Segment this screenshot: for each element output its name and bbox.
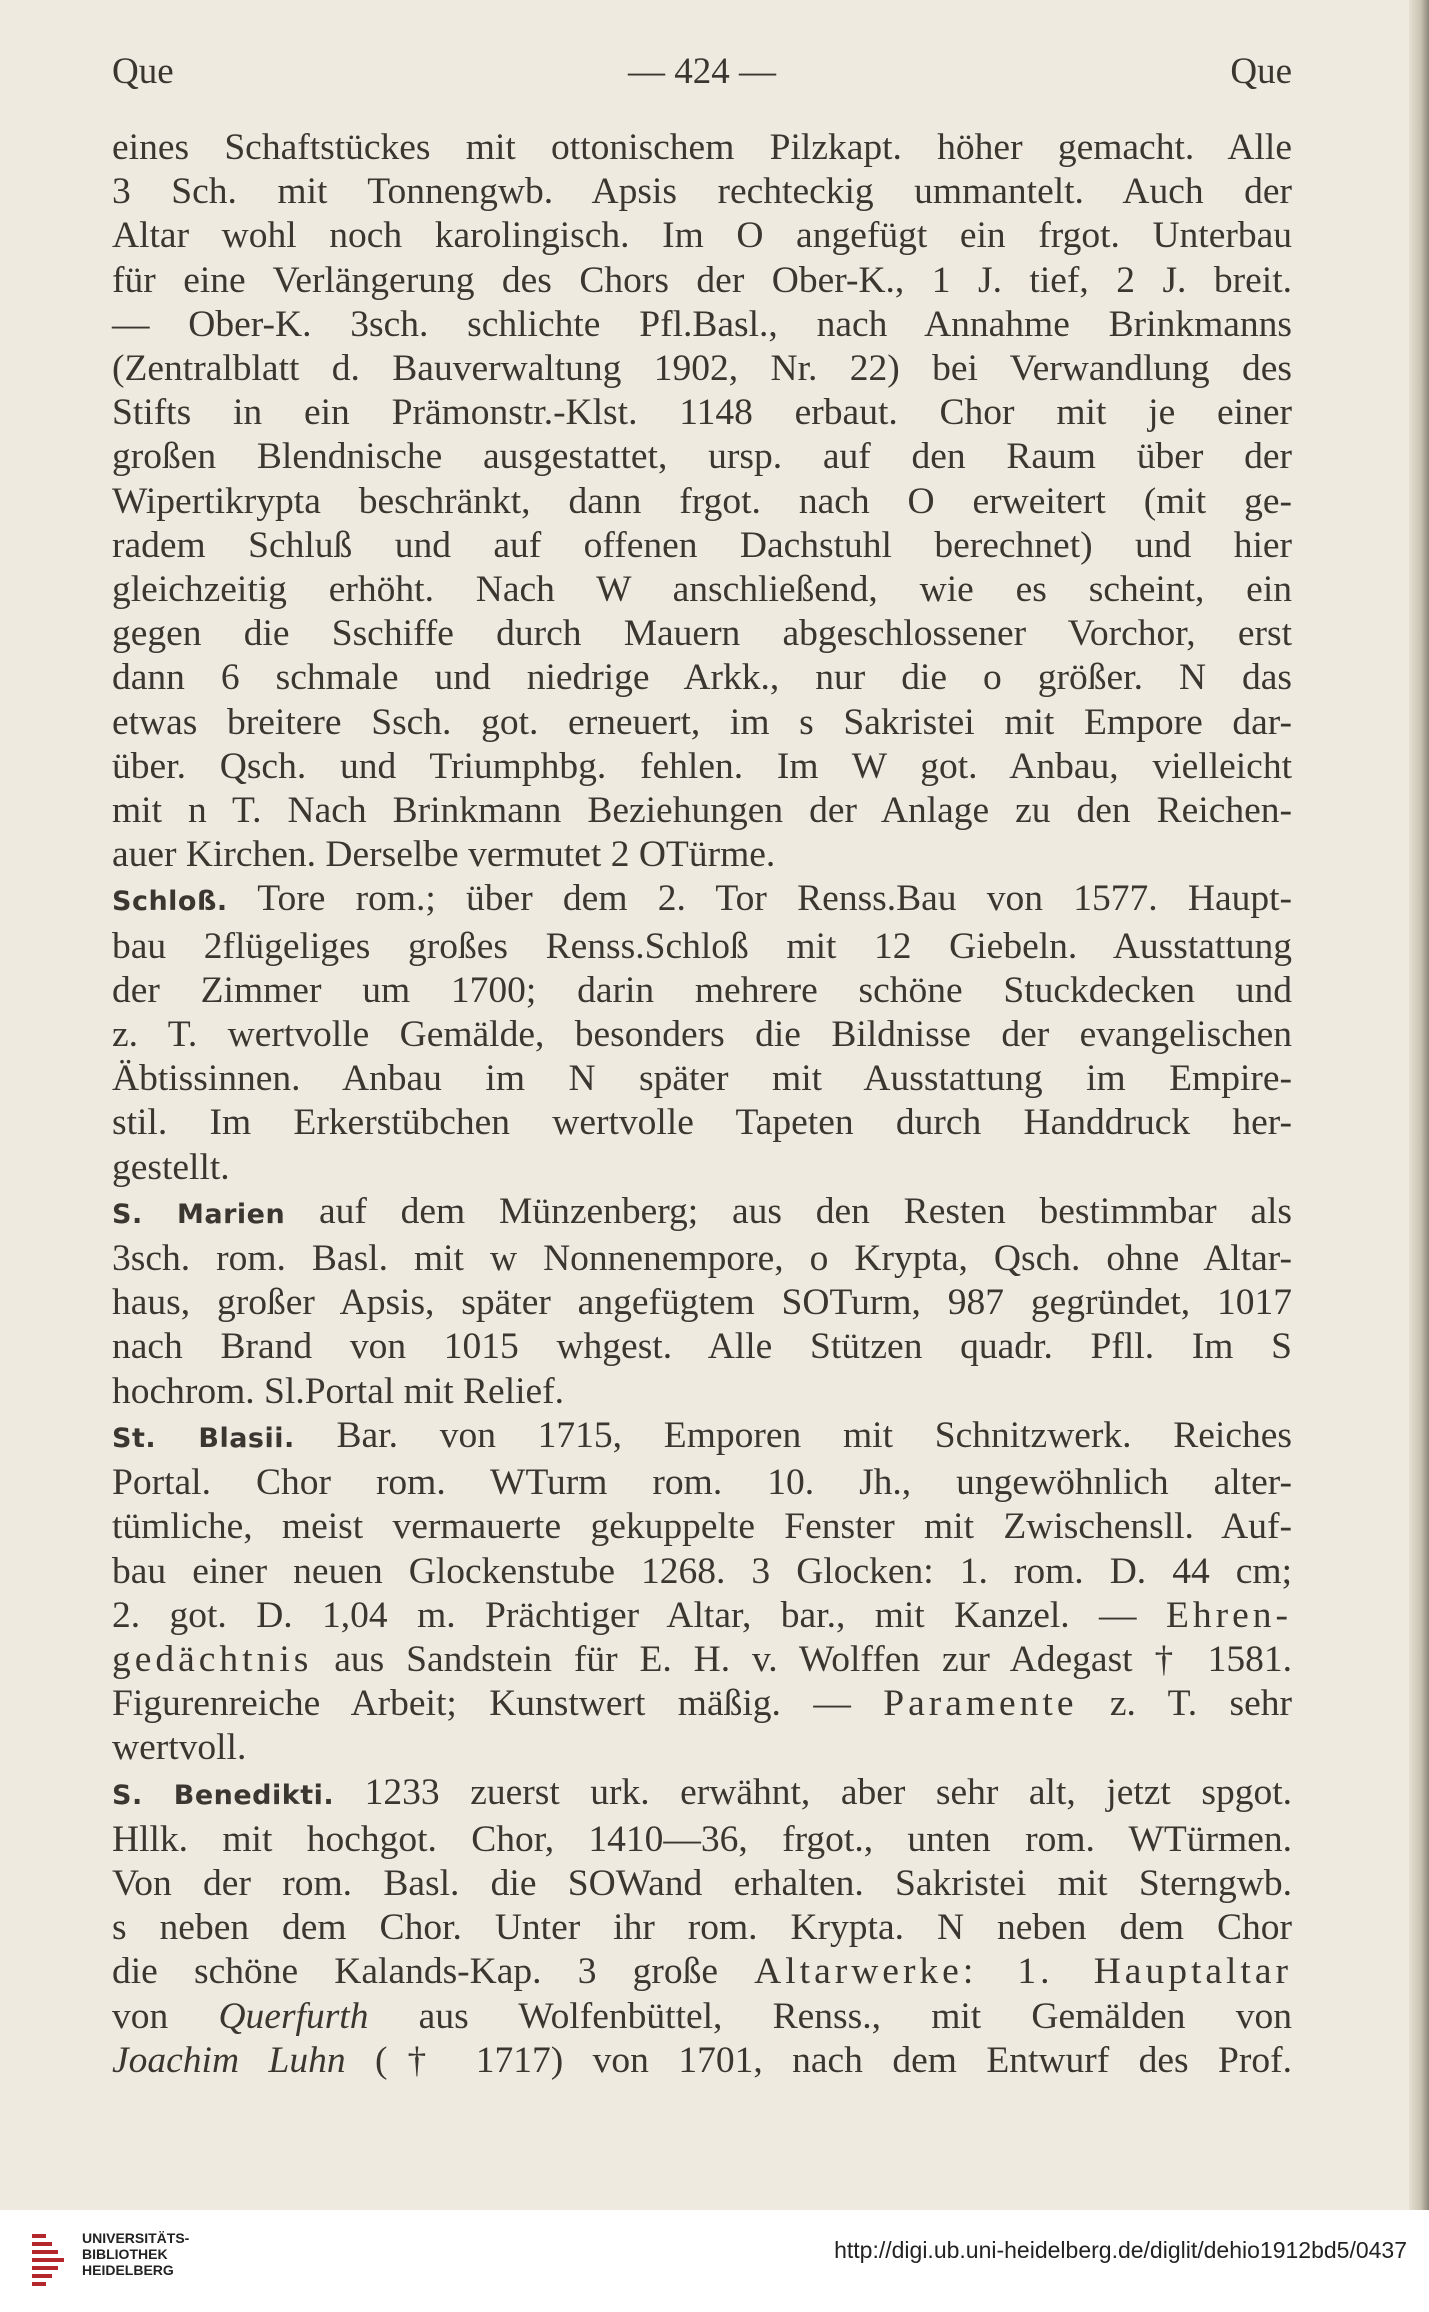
- text-segment: 3sch. rom. Basl. mit w Nonnenempore, o Krypta, Qsch. ohne Altar-: [112, 1238, 1292, 1280]
- text-line: [112, 1638, 1292, 1682]
- text-segment: 2. got. D. 1,04 m. Prächtiger Altar, bar., mit Kanzel. —: [112, 1594, 1166, 1636]
- library-name-line: HEIDELBERG: [82, 2262, 174, 2278]
- text-segment: der Zimmer um 1700; darin mehrere schöne Stuckdecken und: [112, 969, 1292, 1011]
- library-name: [82, 2230, 189, 2278]
- text-line: [112, 1281, 1292, 1325]
- text-segment: radem Schluß und auf offenen Dachstuhl berechnet) und hier: [112, 524, 1292, 566]
- text-line: [112, 214, 1292, 258]
- entry-heading: St. Blasii.: [112, 1422, 295, 1454]
- text-segment: gleichzeitig erhöht. Nach W anschließend, wie es scheint, ein: [112, 569, 1292, 611]
- text-line: [112, 1771, 1292, 1818]
- text-line: [112, 789, 1292, 833]
- text-segment: Von der rom. Basl. die SOWand erhalten. Sakristei mit Sterngwb.: [112, 1862, 1292, 1904]
- page-number: — 424 —: [628, 51, 776, 92]
- text-line: [112, 1995, 1292, 2039]
- source-url-link[interactable]: http://digi.ub.uni-heidelberg.de/diglit/dehio1912bd5/0437: [834, 2237, 1407, 2263]
- text-line: [112, 524, 1292, 568]
- text-segment: dann 6 schmale und niedrige Arkk., nur die o größer. N das: [112, 657, 1292, 699]
- text-line: [112, 969, 1292, 1013]
- text-line: [112, 435, 1292, 479]
- spaced-emphasis: Paramente: [883, 1683, 1078, 1725]
- text-line: [112, 1550, 1292, 1594]
- text-segment: die schöne Kalands-Kap. 3 große: [112, 1951, 755, 1993]
- text-segment: bau einer neuen Glockenstube 1268. 3 Glocken: 1. rom. D. 44 cm;: [112, 1550, 1292, 1592]
- text-segment: tümliche, meist vermauerte gekuppelte Fenster mit Zwischensll. Auf-: [112, 1506, 1292, 1548]
- text-segment: für eine Verlängerung des Chors der Ober-K., 1 J. tief, 2 J. breit.: [112, 259, 1292, 301]
- library-name-line: BIBLIOTHEK: [82, 2246, 168, 2262]
- text-line: [112, 877, 1292, 924]
- text-line: [112, 1818, 1292, 1862]
- text-segment: wertvoll.: [112, 1727, 247, 1769]
- text-line: [112, 391, 1292, 435]
- text-line: [112, 1862, 1292, 1906]
- text-line: [112, 1682, 1292, 1726]
- italic-name: Querfurth: [218, 1995, 369, 2037]
- text-segment: 3 Sch. mit Tonnengwb. Apsis rechteckig ummantelt. Auch der: [112, 171, 1292, 213]
- text-line: [112, 1594, 1292, 1638]
- text-line: [112, 568, 1292, 612]
- text-line: [112, 170, 1292, 214]
- text-line: [112, 347, 1292, 391]
- text-segment: auf dem Münzenberg; aus den Resten bestimmbar als: [285, 1190, 1292, 1232]
- text-segment: stil. Im Erkerstübchen wertvolle Tapeten durch Handdruck her-: [112, 1102, 1292, 1144]
- entry-heading: Schloß.: [112, 886, 228, 918]
- text-line: [112, 1190, 1292, 1237]
- text-line: [112, 701, 1292, 745]
- text-segment: Figurenreiche Arbeit; Kunstwert mäßig. —: [112, 1683, 884, 1725]
- text-segment: Wipertikrypta beschränkt, dann frgot. nach O erweitert (mit ge-: [112, 480, 1292, 522]
- text-segment: 1233 zuerst urk. erwähnt, aber sehr alt, jetzt spgot.: [334, 1771, 1293, 1813]
- text-segment: aus Wolfenbüttel, Renss., mit Gemälden von: [368, 1995, 1292, 2037]
- spaced-emphasis: gedächtnis: [112, 1638, 313, 1680]
- text-segment: gestellt.: [112, 1146, 230, 1188]
- text-line: [112, 303, 1292, 347]
- text-line: [112, 1146, 1292, 1190]
- text-line: [112, 612, 1292, 656]
- text-line: [112, 1726, 1292, 1770]
- text-segment: Äbtissinnen. Anbau im N später mit Ausstattung im Empire-: [112, 1058, 1292, 1100]
- text-line: [112, 925, 1292, 969]
- text-segment: haus, großer Apsis, später angefügtem SOTurm, 987 gegründet, 1017: [112, 1282, 1292, 1324]
- footer-bar: [0, 2210, 1429, 2312]
- library-name-line: UNIVERSITÄTS-: [82, 2230, 190, 2246]
- text-line: [112, 1057, 1292, 1101]
- spaced-emphasis: Ehren-: [1165, 1594, 1292, 1636]
- text-segment: großen Blendnische ausgestattet, ursp. auf den Raum über der: [112, 436, 1292, 478]
- text-segment: nach Brand von 1015 whgest. Alle Stützen quadr. Pfll. Im S: [112, 1326, 1292, 1368]
- book-spine-shadow: [1409, 0, 1429, 2210]
- text-segment: Bar. von 1715, Emporen mit Schnitzwerk. Reiches: [294, 1414, 1292, 1456]
- text-segment: Portal. Chor rom. WTurm rom. 10. Jh., ungewöhnlich alter-: [112, 1462, 1292, 1504]
- text-line: [112, 1101, 1292, 1145]
- text-line: [112, 656, 1292, 700]
- text-segment: († 1717) von 1701, nach dem Entwurf des Prof.: [345, 2039, 1292, 2081]
- text-line: [112, 1906, 1292, 1950]
- body-text: [112, 126, 1292, 2083]
- text-segment: mit n T. Nach Brinkmann Beziehungen der Anlage zu den Reichen-: [112, 790, 1292, 832]
- text-segment: Stifts in ein Prämonstr.-Klst. 1148 erbaut. Chor mit je einer: [112, 392, 1292, 434]
- text-segment: von: [112, 1995, 219, 2037]
- text-segment: gegen die Sschiffe durch Mauern abgeschlossener Vorchor, erst: [112, 613, 1292, 655]
- text-line: [112, 833, 1292, 877]
- spaced-emphasis: Altarwerke: 1. Hauptaltar: [754, 1951, 1292, 1993]
- text-segment: Tore rom.; über dem 2. Tor Renss.Bau von 1577. Haupt-: [227, 878, 1292, 920]
- text-line: [112, 1414, 1292, 1461]
- text-line: [112, 1370, 1292, 1414]
- text-segment: auer Kirchen. Derselbe vermutet 2 OTürme.: [112, 834, 776, 876]
- text-line: [112, 2039, 1292, 2083]
- text-segment: etwas breitere Ssch. got. erneuert, im s Sakristei mit Empore dar-: [112, 701, 1292, 743]
- text-segment: hochrom. Sl.Portal mit Relief.: [112, 1370, 565, 1412]
- text-segment: — Ober-K. 3sch. schlichte Pfl.Basl., nach Annahme Brinkmanns: [112, 303, 1292, 345]
- running-head-right: Que: [1230, 51, 1292, 92]
- text-line: [112, 1505, 1292, 1549]
- text-segment: (Zentralblatt d. Bauverwaltung 1902, Nr. 22) bei Verwandlung des: [112, 348, 1292, 390]
- text-line: [112, 1013, 1292, 1057]
- running-head: [112, 36, 1292, 106]
- text-segment: eines Schaftstückes mit ottonischem Pilzkapt. höher gemacht. Alle: [112, 127, 1292, 168]
- running-head-left: Que: [112, 51, 174, 92]
- text-line: [112, 1237, 1292, 1281]
- text-segment: Hllk. mit hochgot. Chor, 1410—36, frgot., unten rom. WTürmen.: [112, 1818, 1292, 1860]
- text-line: [112, 259, 1292, 303]
- text-segment: aus Sandstein für E. H. v. Wolffen zur Adegast † 1581.: [312, 1638, 1292, 1680]
- text-line: [112, 1950, 1292, 1994]
- italic-name: Joachim Luhn: [112, 2039, 346, 2081]
- text-line: [112, 126, 1292, 170]
- text-line: [112, 1461, 1292, 1505]
- text-segment: Altar wohl noch karolingisch. Im O angefügt ein frgot. Unterbau: [112, 215, 1292, 257]
- text-segment: z. T. wertvolle Gemälde, besonders die Bildnisse der evangelischen: [112, 1014, 1292, 1056]
- text-segment: über. Qsch. und Triumphbg. fehlen. Im W got. Anbau, vielleicht: [112, 745, 1292, 787]
- entry-heading: S. Marien: [112, 1198, 286, 1230]
- text-segment: s neben dem Chor. Unter ihr rom. Krypta. N neben dem Chor: [112, 1907, 1292, 1949]
- entry-heading: S. Benedikti.: [112, 1779, 335, 1811]
- text-segment: z. T. sehr: [1077, 1683, 1292, 1725]
- text-line: [112, 745, 1292, 789]
- text-line: [112, 480, 1292, 524]
- text-line: [112, 1325, 1292, 1369]
- text-segment: bau 2flügeliges großes Renss.Schloß mit 12 Giebeln. Ausstattung: [112, 925, 1292, 967]
